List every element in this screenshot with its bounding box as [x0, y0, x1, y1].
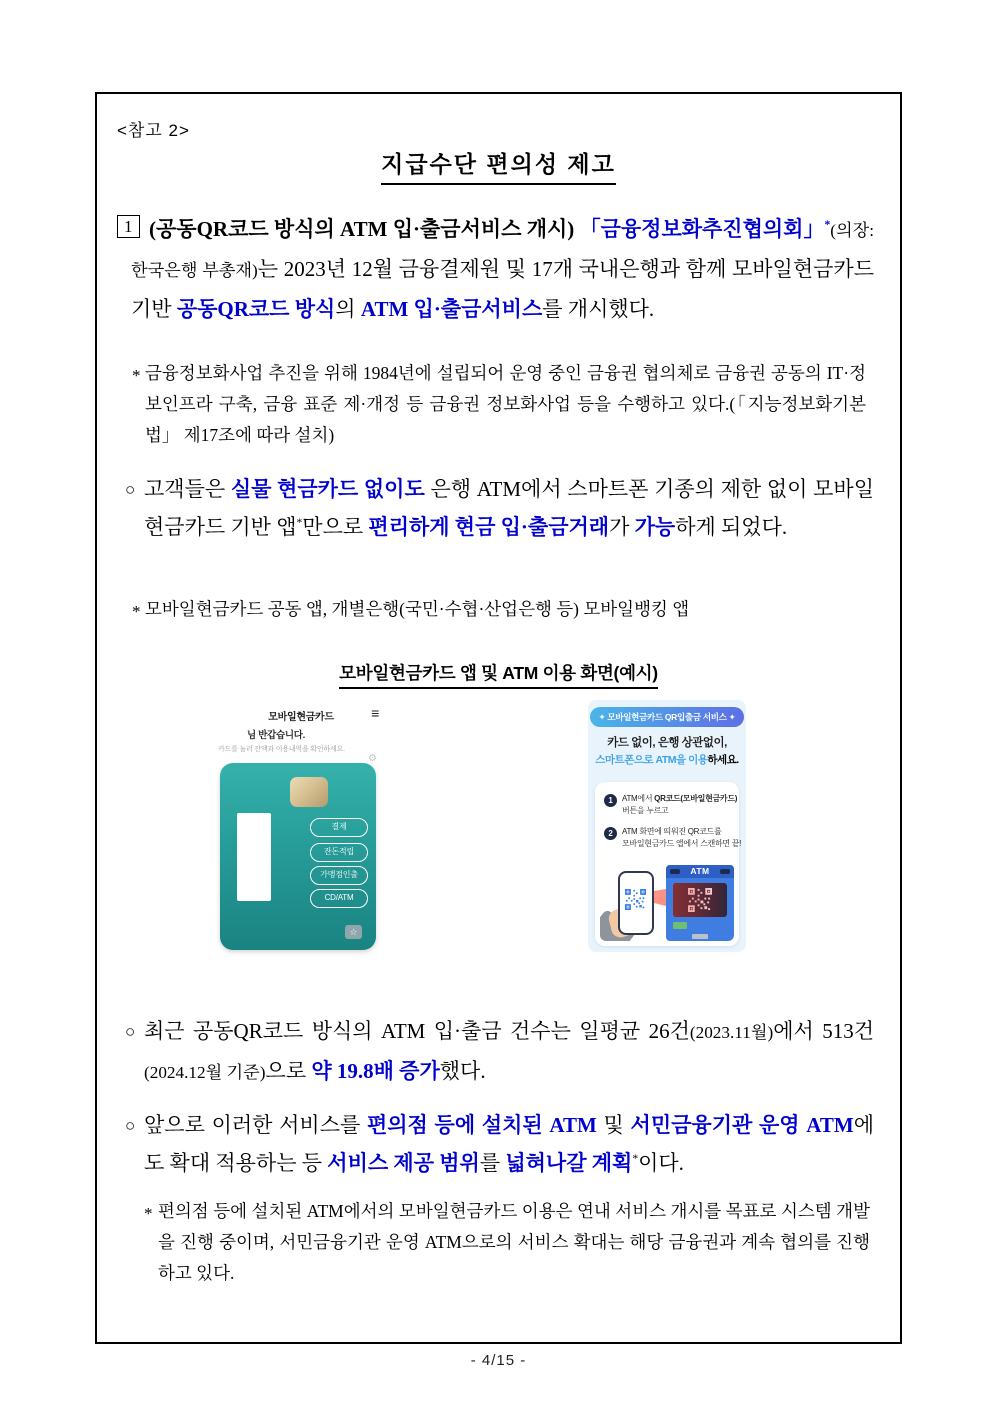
step-2 [604, 826, 742, 850]
atm-machine [666, 865, 734, 941]
card-button-change-save: 잔돈적립 [310, 843, 368, 862]
page-title: 지급수단 편의성 제고 [381, 146, 616, 185]
app-greeting: 님 반갑습니다. [247, 730, 305, 741]
paragraph-expansion-plan [117, 1106, 874, 1182]
paragraph-text: (공동QR코드 방식의 ATM 입·출금서비스 개시) 「금융정보화추진협의회」*(의장: 한국은행 부총재)는 2023년 12월 금융결제원 및 17개 국내은행과 함께 모바일현금카드 기반 공동QR코드 방식의 ATM 입·출금서비스를 개시했다. [131, 217, 875, 321]
gear-icon: ⚙ [368, 753, 377, 764]
footnote-expansion [117, 1196, 870, 1289]
atm-slot-right [720, 869, 730, 874]
footnote-marker: * [144, 1204, 153, 1223]
mobile-app-screenshot [215, 700, 387, 956]
cash-card-graphic [220, 763, 376, 950]
footnote-marker: * [132, 602, 141, 621]
paragraph-text: 앞으로 이러한 서비스를 편의점 등에 설치된 ATM 및 서민금융기관 운영 ATM에도 확대 적용하는 등 서비스 제공 범위를 넓혀나갈 계획*이다. [144, 1113, 874, 1175]
step-1-line1: ATM에서 QR코드(모바일현금카드) [622, 794, 738, 803]
step-1-number: 1 [604, 794, 617, 807]
atm-keypad [673, 922, 687, 929]
card-button-payment: 결제 [310, 818, 368, 837]
app-header [215, 700, 387, 723]
guide-headline-blue: 스마트폰으로 ATM을 이용 [595, 754, 708, 766]
app-title: 모바일현금카드 [268, 712, 334, 723]
step-2-text [622, 826, 741, 850]
atm-cash-slot [692, 934, 708, 939]
card-button-cd-atm: CD/ATM [310, 889, 368, 908]
card-chip [290, 777, 328, 807]
card-button-merchant-withdraw: 가맹점인출 [310, 866, 368, 885]
footnote-council [117, 358, 866, 451]
atm-label: ATM [666, 865, 734, 878]
app-subtext: 카드를 눌러 잔액과 이용내역을 확인하세요. [218, 746, 345, 753]
scan-illustration [600, 863, 734, 941]
paragraph-qr-service-launch [117, 210, 874, 328]
qr-code-icon [625, 889, 646, 910]
page-number: - 4/15 - [470, 1352, 527, 1369]
step-2-line2: 모바일현금카드 앱에서 스캔하면 끝! [622, 839, 742, 848]
paragraph-text: 최근 공동QR코드 방식의 ATM 입·출금 건수는 일평균 26건(2023.11월)에서 513건(2024.12월 기준)으로 약 19.8배 증가했다. [144, 1019, 875, 1083]
circle-bullet: ○ [125, 1116, 136, 1135]
paragraph-usage-statistics [117, 1012, 874, 1092]
footnote-text: 금융정보화사업 추진을 위해 1984년에 설립되어 운영 중인 금융권 협의체로 금융권 공동의 IT·정보인프라 구축, 금융 표준 제·개정 등 금융권 정보화사업 등을 수행하고 있다.(「지능정보화기본법」 제17조에 따라 설치) [145, 363, 866, 445]
content-border-box [95, 92, 902, 1344]
footnote-text: 모바일현금카드 공동 앱, 개별은행(국민·수협·산업은행 등) 모바일뱅킹 앱 [145, 599, 690, 619]
hamburger-menu-icon: ≡ [371, 705, 379, 721]
atm-slot-left [670, 869, 680, 874]
footnote-marker: * [132, 366, 141, 385]
guide-headline-line1: 카드 없이, 은행 상관없이, [607, 737, 727, 749]
card-white-panel [237, 813, 271, 901]
screen-red-tint [673, 883, 727, 917]
step-2-line1: ATM 화면에 띄워진 QR코드를 [622, 827, 722, 836]
step-1-line2: 버튼을 누르고 [622, 806, 669, 815]
paragraph-text: 고객들은 실물 현금카드 없이도 은행 ATM에서 스마트폰 기종의 제한 없이 모바일현금카드 기반 앱*만으로 편리하게 현금 입·출금거래가 가능하게 되었다. [144, 477, 874, 539]
instruction-card [595, 782, 742, 946]
step-1-text [622, 793, 737, 817]
phone-graphic [618, 871, 654, 935]
page-title-wrap [97, 146, 900, 185]
star-icon: ☆ [345, 925, 362, 939]
reference-label: <참고 2> [117, 121, 190, 140]
footnote-text: 편의점 등에 설치된 ATM에서의 모바일현금카드 이용은 연내 서비스 개시를 목표로 시스템 개발을 진행 중이며, 서민금융기관 운영 ATM으로의 서비스 확대는 해당 금융권과 계속 협의를 진행하고 있다. [158, 1201, 870, 1283]
step-1 [604, 793, 738, 817]
guide-headline-black: 하세요. [707, 754, 739, 766]
service-badge: ✦ 모바일현금카드 QR입출금 서비스 ✦ [590, 707, 745, 727]
paragraph-customer-benefit [117, 470, 874, 546]
footnote-apps [117, 594, 866, 625]
atm-screen [673, 883, 727, 917]
figure-caption: 모바일현금카드 앱 및 ATM 이용 화면(예시) [339, 660, 658, 689]
atm-guide-screenshot [588, 700, 746, 952]
figure-caption-wrap [97, 660, 900, 689]
numbered-marker: 1 [117, 215, 140, 238]
guide-headline-line2 [588, 752, 746, 767]
circle-bullet: ○ [125, 1022, 136, 1041]
circle-bullet: ○ [125, 480, 136, 499]
step-2-number: 2 [604, 827, 617, 840]
